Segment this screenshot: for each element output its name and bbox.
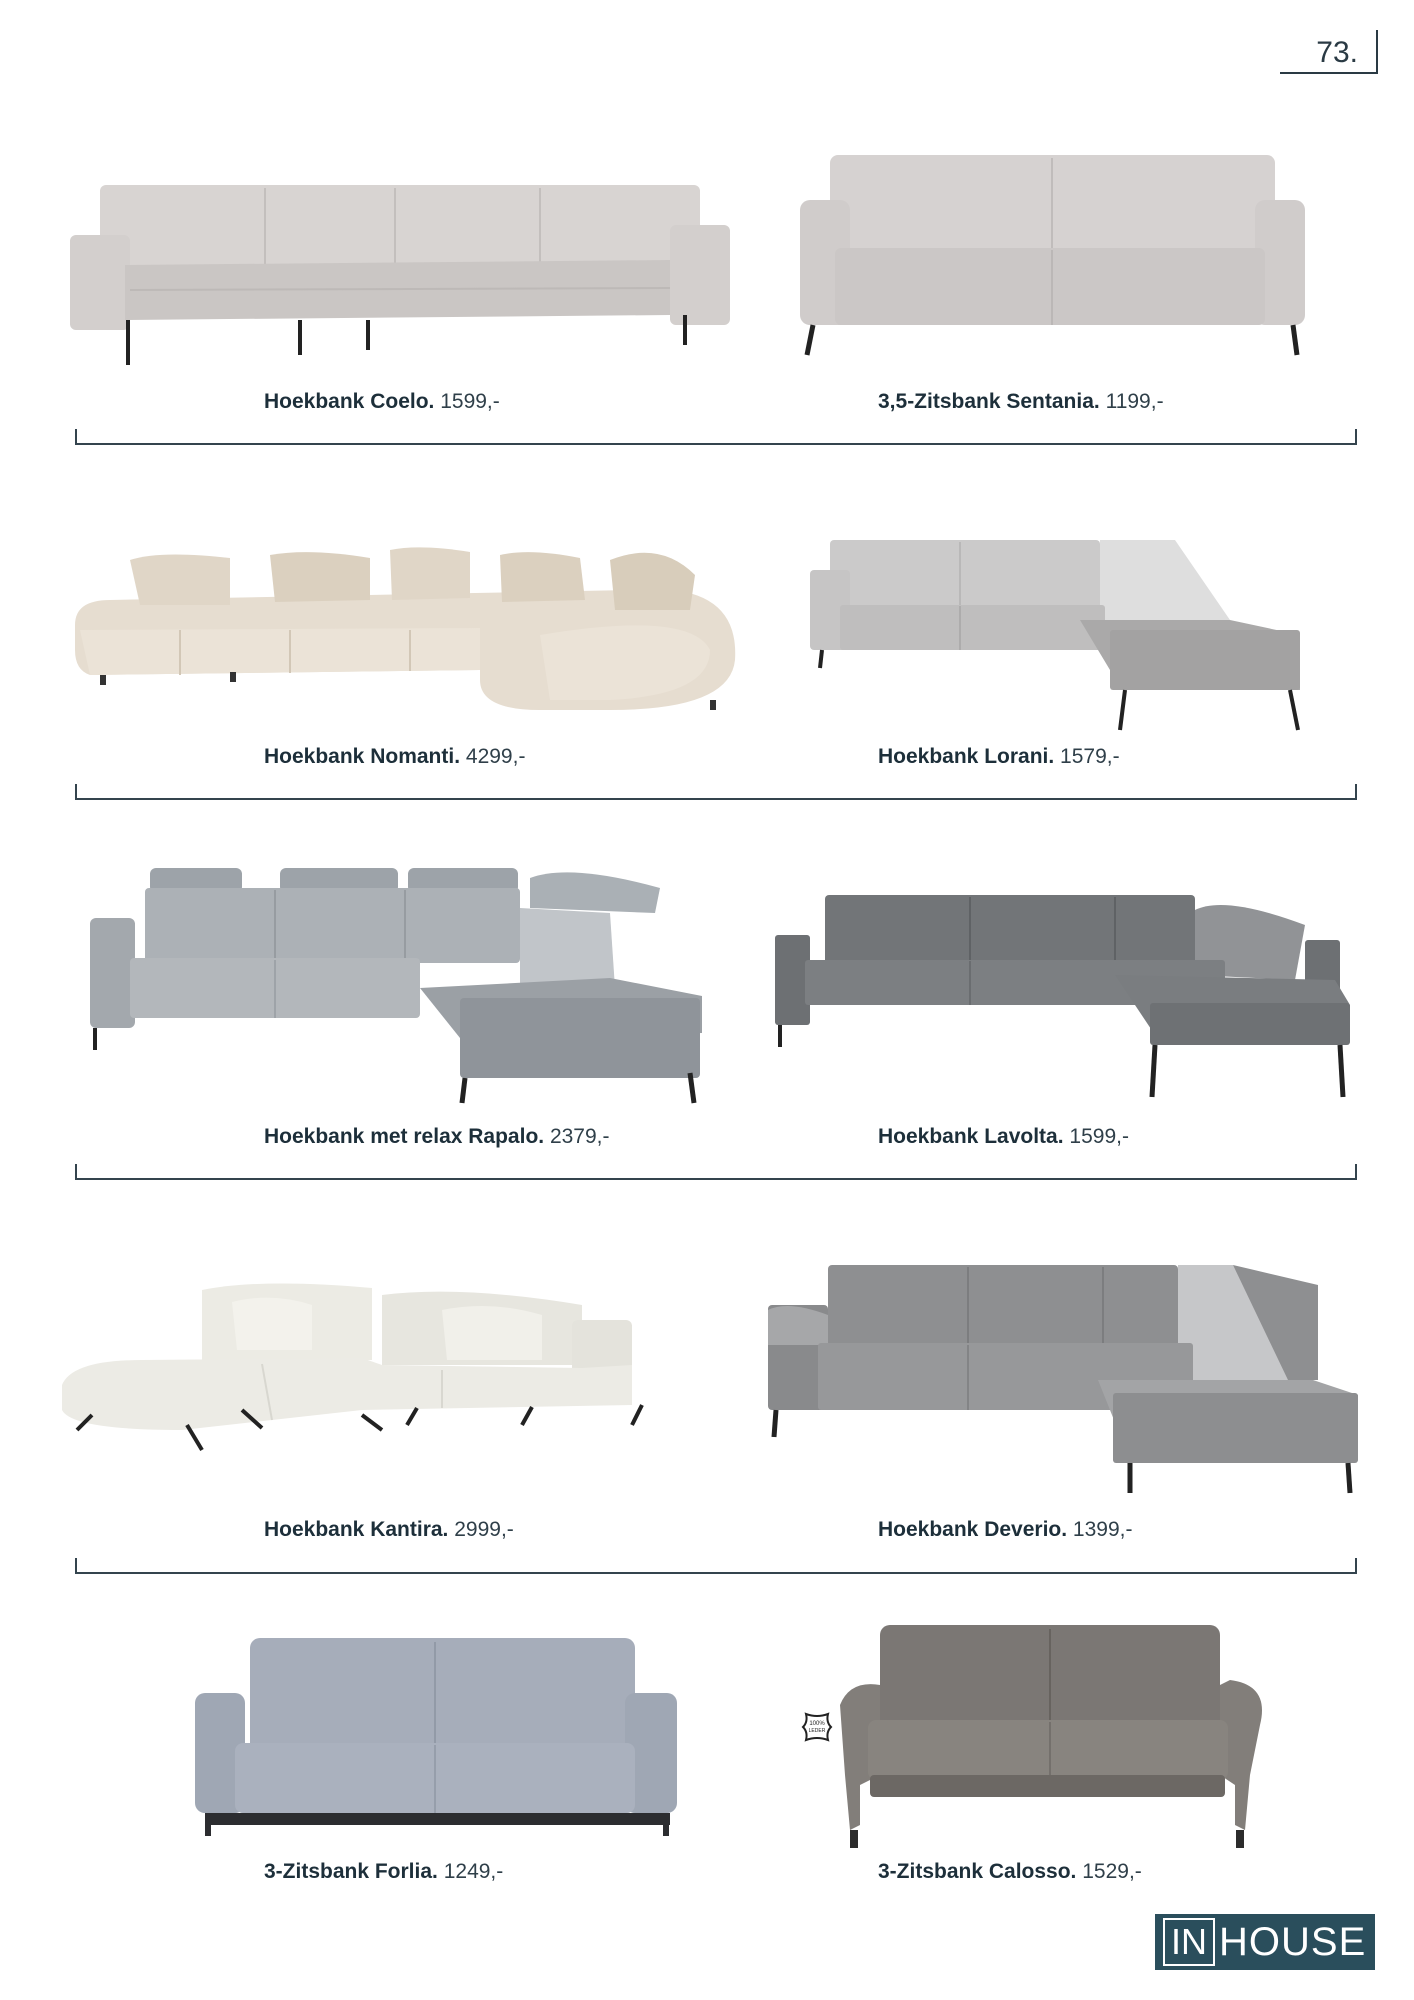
sofa-image (195, 1638, 680, 1838)
sofa-image (90, 868, 710, 1108)
product-price: 4299,- (465, 745, 526, 768)
section-divider (75, 429, 1357, 445)
logo-house: HOUSE (1219, 1919, 1367, 1964)
product-price: 1599,- (440, 390, 500, 413)
product-image-rapalo (90, 868, 750, 1108)
sofa-image (795, 150, 1305, 360)
product-price: 1579,- (1060, 745, 1120, 768)
product-image-forlia (195, 1638, 855, 1838)
sofa-image (70, 170, 730, 370)
product-price: 2379,- (549, 1125, 610, 1148)
section-divider (75, 1164, 1357, 1180)
sofa-image (810, 540, 1320, 740)
product-image-deverio (768, 1265, 1414, 1495)
product-name: Hoekbank Deverio. (878, 1518, 1068, 1541)
inhouse-logo (1155, 1914, 1375, 1970)
sofa-image (62, 1280, 722, 1460)
product-caption (264, 390, 500, 414)
product-image-lavolta (775, 895, 1414, 1105)
sofa-image (70, 540, 740, 720)
product-caption (264, 1518, 514, 1542)
product-name: 3-Zitsbank Forlia. (264, 1860, 438, 1883)
section-divider (75, 784, 1357, 800)
product-name: 3,5-Zitsbank Sentania. (878, 390, 1100, 413)
product-caption (264, 745, 525, 769)
svg-text:100%: 100% (809, 1721, 825, 1727)
product-name: Hoekbank Lorani. (878, 745, 1055, 768)
leather-hide-icon (800, 1710, 834, 1744)
product-caption (878, 1860, 1142, 1884)
product-image-lorani (810, 540, 1414, 740)
svg-text:LEDER: LEDER (808, 1728, 826, 1734)
product-caption (878, 745, 1120, 769)
product-price: 1249,- (443, 1860, 504, 1883)
product-price: 1599,- (1069, 1125, 1129, 1148)
product-image-coelo (70, 170, 730, 370)
product-price: 1529,- (1082, 1860, 1142, 1883)
product-name: Hoekbank Kantira. (264, 1518, 449, 1541)
product-name: 3-Zitsbank Calosso. (878, 1860, 1077, 1883)
product-name: Hoekbank met relax Rapalo. (264, 1125, 545, 1148)
product-price: 1199,- (1105, 390, 1164, 413)
product-caption (878, 1518, 1132, 1542)
product-caption (264, 1860, 503, 1884)
product-image-nomanti (70, 540, 730, 720)
page-number-box (1280, 30, 1378, 74)
product-name: Hoekbank Nomanti. (264, 745, 461, 768)
product-image-sentania (795, 150, 1414, 360)
product-name: Hoekbank Coelo. (264, 390, 435, 413)
sofa-image (775, 895, 1355, 1105)
product-caption (264, 1125, 610, 1149)
product-name: Hoekbank Lavolta. (878, 1125, 1064, 1148)
product-caption (878, 390, 1164, 414)
sofa-image (768, 1265, 1363, 1495)
product-caption (878, 1125, 1129, 1149)
sofa-image (840, 1625, 1270, 1855)
product-price: 2999,- (454, 1518, 514, 1541)
product-image-calosso (840, 1625, 1414, 1855)
page-number: 73. (1316, 36, 1358, 69)
product-image-kantira (62, 1280, 722, 1460)
product-price: 1399,- (1072, 1518, 1133, 1541)
section-divider (75, 1558, 1357, 1574)
logo-in: IN (1163, 1918, 1215, 1966)
